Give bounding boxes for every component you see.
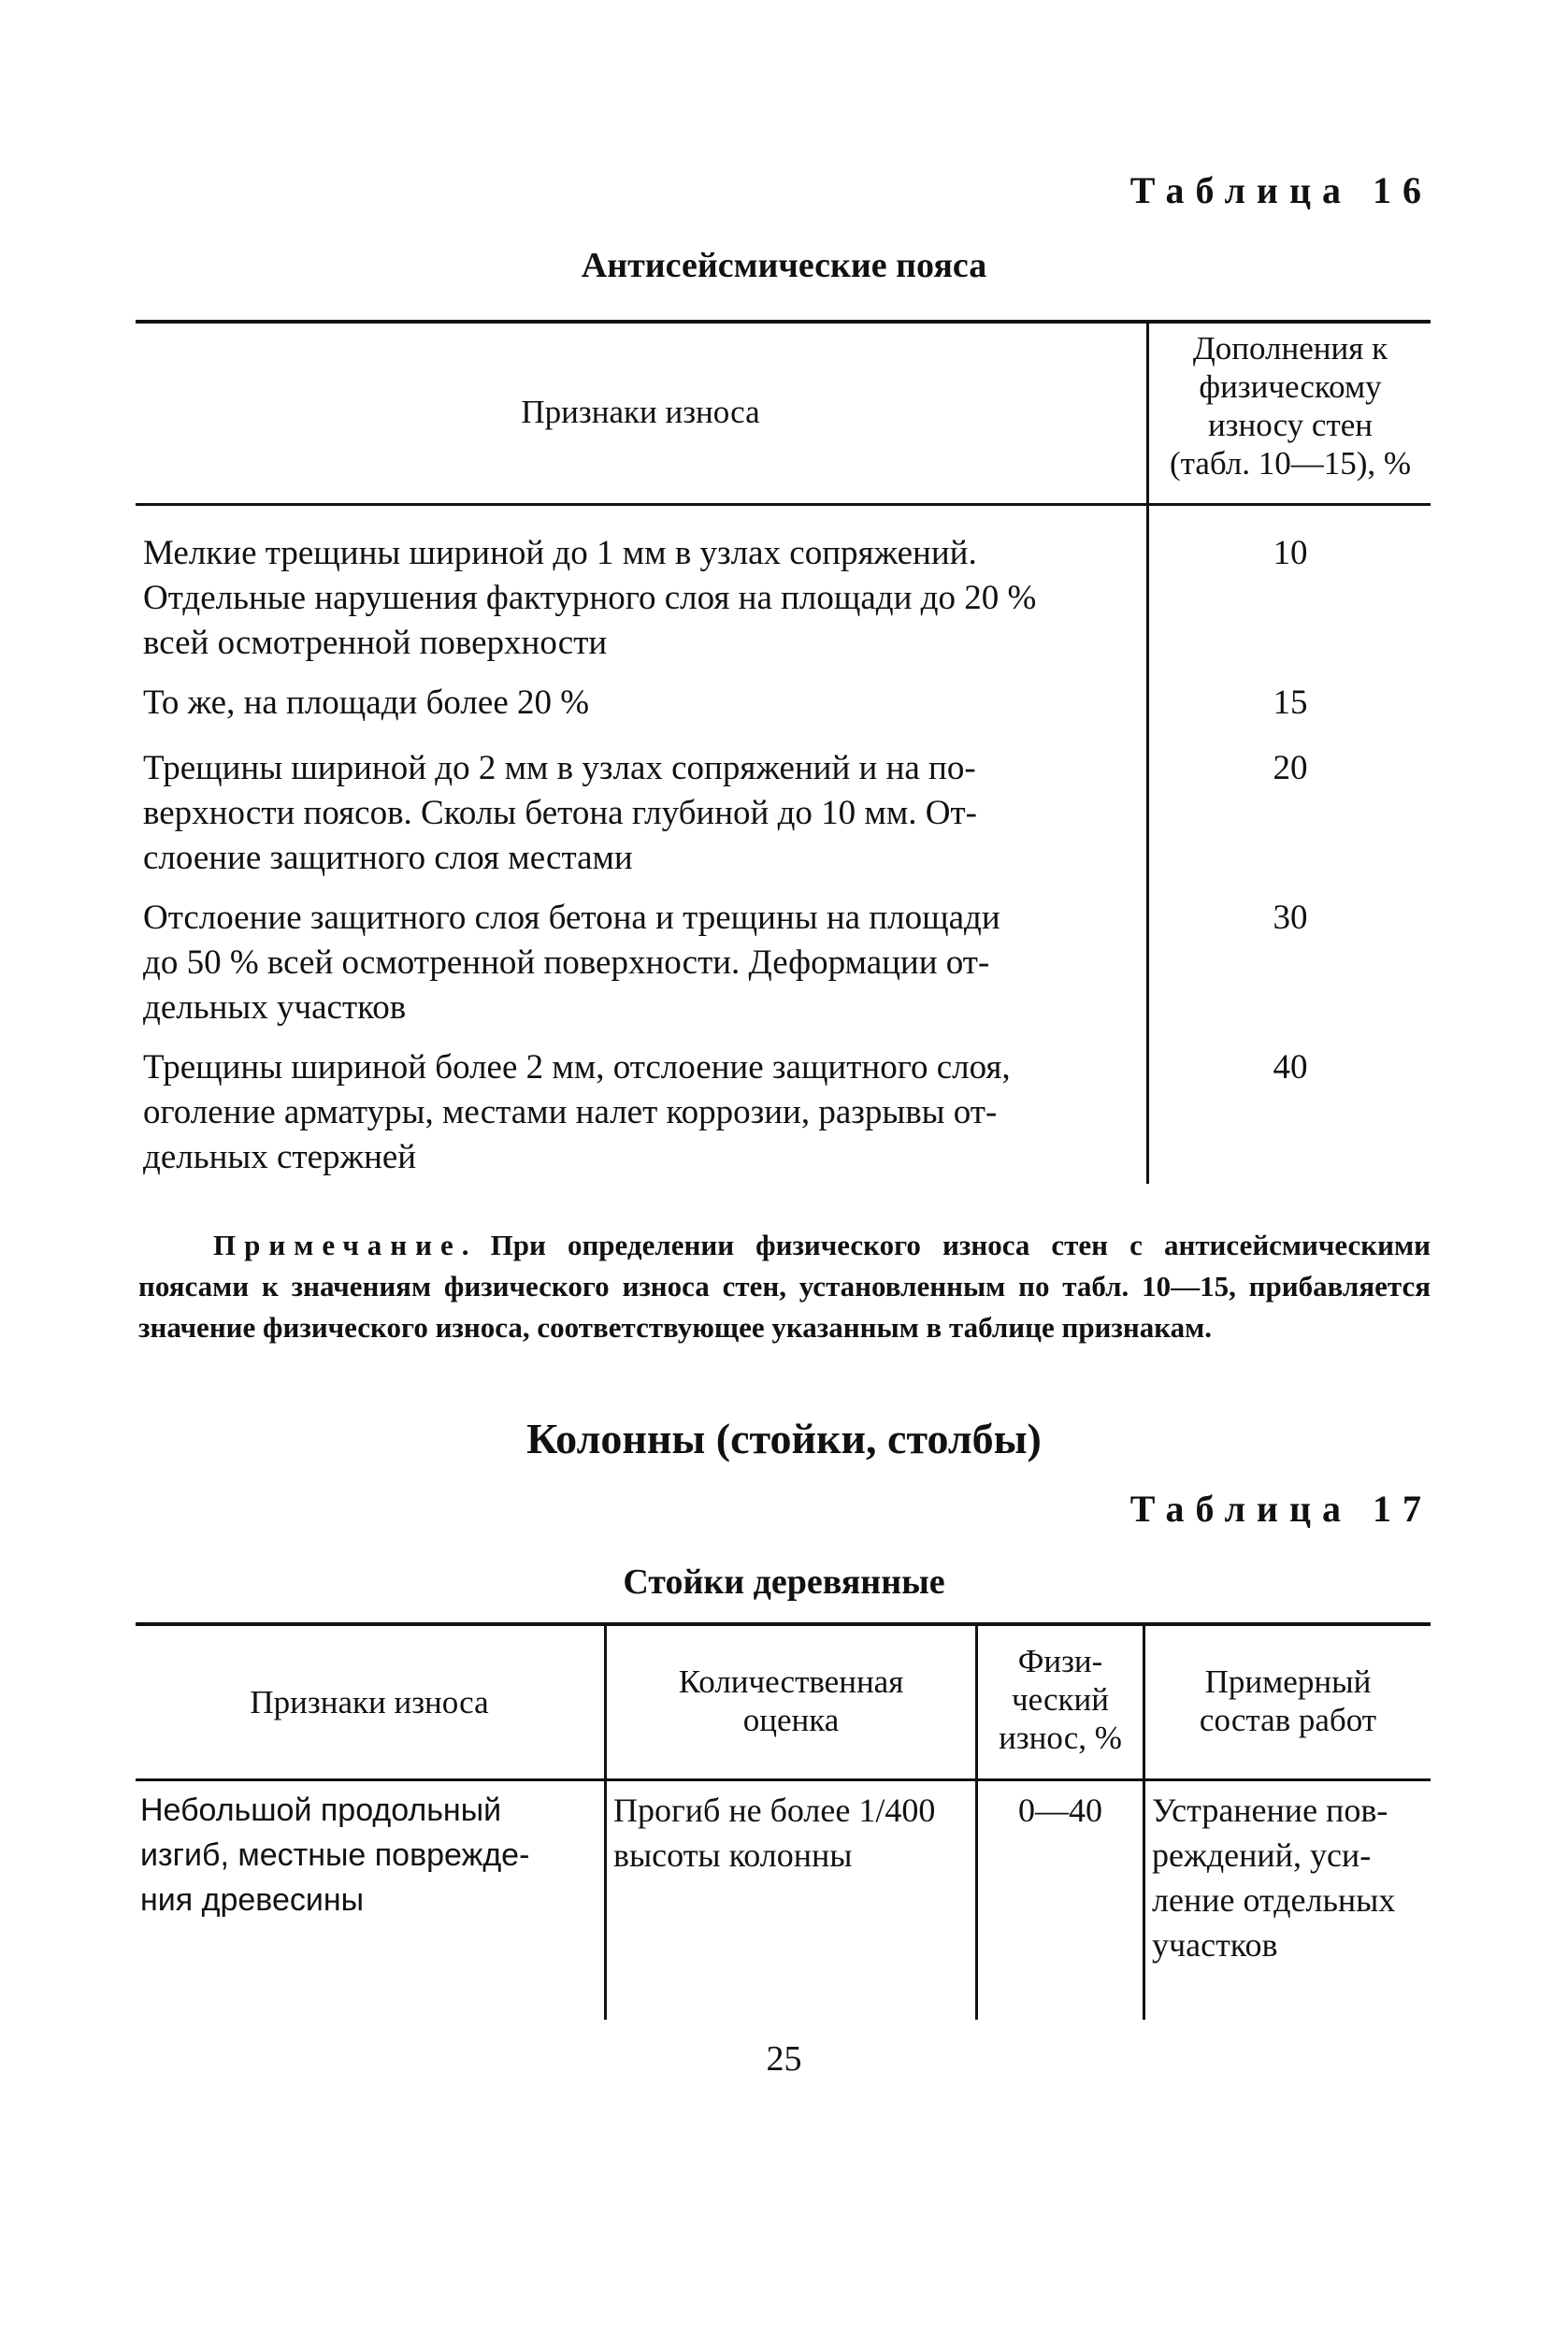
row-line: оголение арматуры, местами налет коррозии, разрывы от- <box>143 1093 998 1131</box>
header-line: Дополнения к <box>1192 330 1388 367</box>
row-line: Мелкие трещины шириной до 1 мм в узлах сопряжений. <box>143 534 977 572</box>
table-16-title: Антисейсмические пояса <box>581 246 987 285</box>
table-16-note <box>138 1225 1431 1348</box>
row-line: Отдельные нарушения фактурного слоя на площади до 20 % <box>143 579 1037 617</box>
table-17-header-phys <box>978 1642 1143 1757</box>
row-line: То же, на площади более 20 % <box>143 684 590 722</box>
table-17-caption: Таблица 17 <box>1129 1488 1432 1530</box>
header-line: ческий <box>1011 1681 1109 1718</box>
row-line: Трещины шириной до 2 мм в узлах сопряжений и на по- <box>143 749 976 787</box>
header-line: состав работ <box>1199 1702 1377 1738</box>
table-16-caption: Таблица 16 <box>1129 169 1432 211</box>
row-line: Небольшой продольный <box>140 1792 502 1828</box>
header-line: износу стен <box>1207 407 1374 443</box>
row-line: Отслоение защитного слоя бетона и трещины на площади <box>143 899 1000 937</box>
table-16-header-addition <box>1150 329 1431 482</box>
table-17-title: Стойки деревянные <box>623 1562 945 1602</box>
header-line: физическому <box>1199 368 1382 405</box>
table-16-row-4-value: 30 <box>1273 899 1308 937</box>
table-16-row-2-signs <box>143 681 1144 726</box>
row-line: всей осмотренной поверхности <box>143 624 608 662</box>
table-17-header-rule <box>136 1778 1431 1781</box>
header-line: Примерный <box>1204 1663 1372 1700</box>
table-17-header-quant <box>607 1663 975 1739</box>
table-17-row-1-quant <box>613 1788 974 1878</box>
row-line: ния древесины <box>140 1882 365 1918</box>
table-16-row-5-signs <box>143 1045 1144 1180</box>
table-17-header-works <box>1145 1663 1431 1739</box>
row-line: реждений, уси- <box>1152 1836 1372 1874</box>
row-line: дельных участков <box>143 988 407 1027</box>
header-line: Физи- <box>1017 1643 1103 1679</box>
table-17-row-1-works <box>1152 1788 1431 1967</box>
table-16-column-divider <box>1146 322 1149 1184</box>
row-line: участков <box>1152 1926 1278 1964</box>
row-line: ление отдельных <box>1152 1881 1396 1919</box>
table-16-row-1-value: 10 <box>1273 534 1308 572</box>
table-16-row-4-signs <box>143 896 1144 1030</box>
header-line: (табл. 10—15), % <box>1169 445 1412 482</box>
table-16-row-3-signs <box>143 746 1144 881</box>
table-17-top-rule <box>136 1622 1431 1626</box>
header-line: износ, % <box>999 1720 1122 1756</box>
table-16-header-rule <box>136 503 1431 506</box>
row-line: высоты колонны <box>613 1836 853 1874</box>
table-16-top-rule <box>136 320 1431 324</box>
row-line: слоение защитного слоя местами <box>143 839 633 877</box>
page-number: 25 <box>766 2039 802 2079</box>
header-line: оценка <box>742 1702 840 1738</box>
row-line: верхности поясов. Сколы бетона глубиной до 10 мм. От- <box>143 794 977 832</box>
table-17-row-1-signs <box>140 1788 600 1922</box>
row-line: Прогиб не более 1/400 <box>613 1792 936 1829</box>
row-line: Трещины шириной более 2 мм, отслоение защитного слоя, <box>143 1048 1011 1087</box>
row-line: Устранение пов- <box>1152 1792 1388 1829</box>
table-16-row-1-signs <box>143 531 1144 666</box>
table-17-header-signs: Признаки износа <box>250 1684 489 1720</box>
header-line: Количественная <box>678 1663 904 1700</box>
row-line: до 50 % всей осмотренной поверхности. Деформации от- <box>143 943 990 982</box>
row-line: изгиб, местные поврежде- <box>140 1837 530 1873</box>
table-17-row-1-phys: 0—40 <box>1018 1792 1102 1829</box>
table-16-row-2-value: 15 <box>1273 684 1308 722</box>
row-line: дельных стержней <box>143 1138 417 1176</box>
section-heading: Колонны (стойки, столбы) <box>526 1415 1042 1462</box>
table-16-row-3-value: 20 <box>1273 749 1308 787</box>
table-16-row-5-value: 40 <box>1273 1048 1308 1087</box>
note-text: . При определении физического износа стен с антисейсмическими поясами к значениям физического износа стен, установленным по табл. 10—15, прибавляется значение физического износа, соответствующее указанным в таблице признакам. <box>138 1229 1431 1344</box>
note-label: Примечание <box>213 1229 462 1261</box>
table-16-header-signs: Признаки износа <box>521 394 760 430</box>
